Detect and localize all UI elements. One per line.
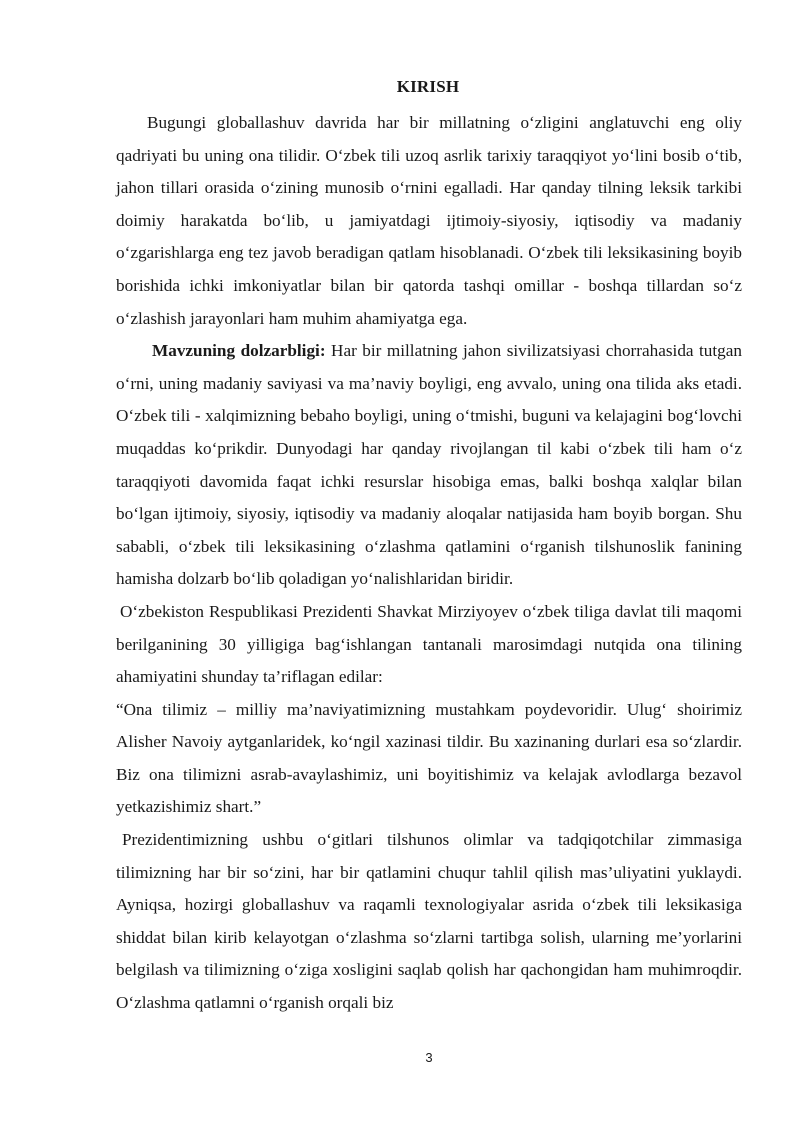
body-text [116,107,742,1020]
paragraph-relevance [116,335,742,596]
paragraph-introduction: Bugungi globallashuv davrida har bir millatning o‘zligini anglatuvchi eng oliy qadriyati bu uning ona tilidir. O‘zbek tili uzoq asrlik tarixiy taraqqiyot yo‘lini bosib o‘tib, jahon tillari orasida o‘zining munosib o‘rnini egalladi. Har qanday tilning leksik tarkibi doimiy harakatda bo‘lib, u jamiyatdagi ijtimoiy-siyosiy, iqtisodiy va madaniy o‘zgarishlarga eng tez javob beradigan qatlam hisoblanadi. O‘zbek tili leksikasining boyib borishida ichki imkoniyatlar bilan bir qatorda tashqi omillar - boshqa tillardan so‘z o‘zlashish jarayonlari ham muhim ahamiyatga ega. [116,113,742,328]
paragraph-quote: “Ona tilimiz – milliy ma’naviyatimizning mustahkam poydevoridir. Ulug‘ shoirimiz Alisher Navoiy aytganlaridek, ko‘ngil xazinasi tildir. Bu xazinaning durlari esa so‘zlardir. Biz ona tilimizni asrab-avaylashimiz, uni boyitishimiz va kelajak avlodlarga bezavol yetkazishimiz shart.” [116,699,742,817]
page-number: 3 [425,1050,433,1065]
section-title: KIRISH [396,77,460,96]
relevance-text: Har bir millatning jahon sivilizatsiyasi chorrahasida tutgan o‘rni, uning madaniy saviyasi va ma’naviy boyligi, eng avvalo, uning ona tilida aks etadi. O‘zbek tili - xalqimizning bebaho boyligi, uning o‘tmishi, buguni va kelajagini bog‘lovchi muqaddas ko‘prikdir. Dunyodagi har qanday rivojlangan til kabi o‘zbek tili ham o‘z taraqqiyoti davomida faqat ichki resurslar hisobiga emas, balki boshqa xalqlar bilan bo‘lgan ijtimoiy, siyosiy, iqtisodiy va madaniy aloqalar natijasida ham boyib borgan. Shu sababli, o‘zbek tili leksikasining o‘zlashma qatlamini o‘rganish tilshunoslik fanining hamisha dolzarb bo‘lib qoladigan yo‘nalishlaridan biridir. [116,341,742,589]
relevance-heading: Mavzuning dolzarbligi: [152,341,326,361]
paragraph-president-speech-intro: O‘zbekiston Respublikasi Prezidenti Shavkat Mirziyoyev o‘zbek tiliga davlat tili maqomi berilganining 30 yilligiga bag‘ishlangan tantanali marosimdagi nutqida ona tilining ahamiyatini shunday ta’riflagan edilar: [116,601,742,687]
paragraph-conclusion: Prezidentimizning ushbu o‘gitlari tilshunos olimlar va tadqiqotchilar zimmasiga tilimizning har bir so‘zini, har bir qatlamini chuqur tahlil qilish mas’uliyatini yuklaydi. Ayniqsa, hozirgi globallashuv va raqamli texnologiyalar asrida o‘zbek tili leksikasiga shiddat bilan kirib kelayotgan o‘zlashma so‘zlarni tartibga solish, ularning me’yorlarini belgilash va tilimizning o‘ziga xosligini saqlab qolish har qachongidan ham muhimroqdir. O‘zlashma qatlamni o‘rganish orqali biz [116,830,742,1013]
